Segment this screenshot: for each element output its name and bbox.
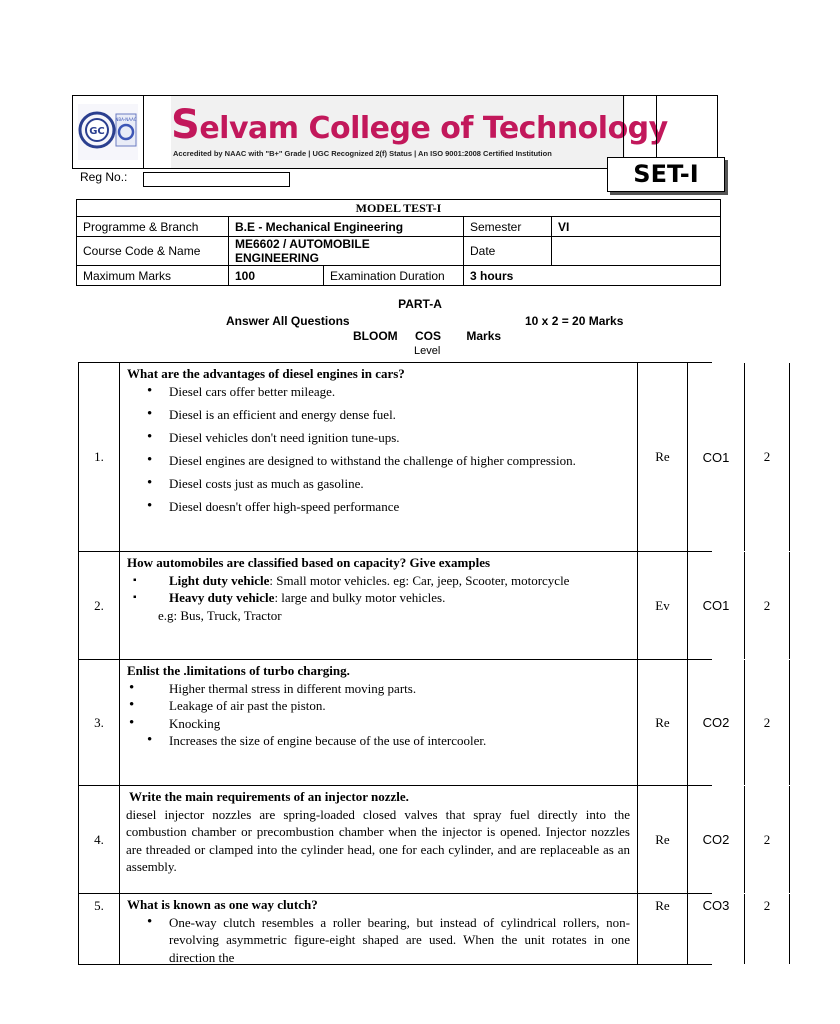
course-outcome: CO3 bbox=[688, 894, 745, 964]
reg-no-field[interactable] bbox=[143, 172, 290, 187]
question-marks: 2 bbox=[745, 363, 790, 551]
svg-text:GC: GC bbox=[89, 126, 105, 137]
question-row bbox=[79, 363, 771, 552]
course-outcome: CO2 bbox=[688, 660, 745, 785]
college-banner bbox=[171, 96, 668, 168]
question-content bbox=[120, 363, 638, 551]
bloom-level: Ev bbox=[638, 552, 688, 659]
answer-point: • Higher thermal stress in different moving parts. bbox=[129, 680, 630, 698]
question-number: 3. bbox=[79, 660, 120, 785]
college-logo-icon bbox=[78, 104, 138, 160]
answer-point: • One-way clutch resembles a roller bearing, but instead of cylindrical rollers, non-revolving asymmetric figure-eight shaped are used. When the unit rotates in one direction the bbox=[147, 914, 630, 967]
programme-value: B.E - Mechanical Engineering bbox=[229, 217, 464, 237]
question-text: What are the advantages of diesel engines in cars? bbox=[127, 366, 405, 381]
column-headers bbox=[353, 329, 501, 343]
course-outcome: CO1 bbox=[688, 552, 745, 659]
course-outcome: CO2 bbox=[688, 786, 745, 893]
answer-point: • Diesel vehicles don't need ignition tune-ups. bbox=[147, 429, 630, 446]
part-title: PART-A bbox=[398, 297, 442, 311]
duration-label: Examination Duration bbox=[324, 266, 464, 286]
programme-label: Programme & Branch bbox=[77, 217, 229, 237]
bloom-level: Re bbox=[638, 660, 688, 785]
col-bloom: BLOOM bbox=[353, 329, 398, 343]
bloom-level: Re bbox=[638, 786, 688, 893]
answer-list bbox=[127, 383, 630, 515]
instruction: Answer All Questions bbox=[226, 314, 350, 328]
question-marks: 2 bbox=[745, 552, 790, 659]
question-row bbox=[79, 786, 771, 894]
bloom-level: Re bbox=[638, 894, 688, 964]
test-title: MODEL TEST-I bbox=[77, 200, 721, 217]
date-value bbox=[552, 237, 721, 266]
answer-point: • Increases the size of engine because of the use of intercooler. bbox=[129, 732, 630, 750]
question-number: 2. bbox=[79, 552, 120, 659]
col-marks: Marks bbox=[466, 329, 502, 343]
question-content bbox=[120, 894, 638, 964]
questions-table bbox=[78, 362, 771, 965]
question-number: 4. bbox=[79, 786, 120, 893]
answer-list bbox=[127, 572, 630, 607]
col-level: Level bbox=[414, 345, 441, 357]
question-text: Enlist the .limitations of turbo charging. bbox=[127, 663, 350, 678]
bloom-level: Re bbox=[638, 363, 688, 551]
answer-point: • Diesel doesn't offer high-speed performance bbox=[147, 498, 630, 515]
question-text: Write the main requirements of an injector nozzle. bbox=[129, 789, 409, 804]
semester-value: VI bbox=[552, 217, 721, 237]
question-content bbox=[120, 552, 638, 659]
col-cos: COS bbox=[415, 329, 442, 343]
answer-point: • Diesel costs just as much as gasoline. bbox=[147, 475, 630, 492]
course-outcome: CO1 bbox=[688, 363, 745, 551]
answer-point: • Knocking bbox=[129, 715, 630, 733]
answer-point: ▪ Heavy duty vehicle: large and bulky motor vehicles. bbox=[133, 589, 630, 607]
answer-list bbox=[127, 914, 630, 967]
semester-label: Semester bbox=[464, 217, 552, 237]
question-text: What is known as one way clutch? bbox=[127, 897, 318, 912]
answer-point: • Diesel cars offer better mileage. bbox=[147, 383, 630, 400]
part-marks: 10 x 2 = 20 Marks bbox=[525, 314, 624, 328]
course-label: Course Code & Name bbox=[77, 237, 229, 266]
answer-text: diesel injector nozzles are spring-loaded closed valves that spray fuel directly into the combustion chamber or precombustion chamber when the injector is opened. Injector nozzles are threaded or clamped into the cylinder head, one for each cylinder, and are replaceable as an assembly. bbox=[126, 806, 630, 874]
answer-point: • Diesel engines are designed to withstand the challenge of higher compression. bbox=[147, 452, 630, 469]
reg-no-label: Reg No.: bbox=[80, 170, 128, 184]
accreditation-text: Accredited by NAAC with "B+" Grade | UGC Recognized 2(f) Status | An ISO 9001:2008 Certified Institution bbox=[173, 149, 552, 158]
max-marks-value: 100 bbox=[229, 266, 324, 286]
answer-list bbox=[127, 680, 630, 750]
logo-cell bbox=[73, 96, 144, 168]
question-row bbox=[79, 894, 771, 965]
svg-text:NBA-NAAC: NBA-NAAC bbox=[115, 117, 137, 122]
answer-point: • Diesel is an efficient and energy dense fuel. bbox=[147, 406, 630, 423]
answer-point: ▪ Light duty vehicle: Small motor vehicles. eg: Car, jeep, Scooter, motorcycle bbox=[133, 572, 630, 590]
exam-info-table bbox=[76, 199, 721, 286]
duration-value: 3 hours bbox=[464, 266, 721, 286]
question-number: 5. bbox=[79, 894, 120, 964]
question-marks: 2 bbox=[745, 660, 790, 785]
question-content bbox=[120, 786, 638, 893]
college-name: Selvam College of Technology bbox=[171, 102, 668, 148]
answer-point: • Leakage of air past the piston. bbox=[129, 697, 630, 715]
course-value: ME6602 / AUTOMOBILE ENGINEERING bbox=[229, 237, 464, 266]
date-label: Date bbox=[464, 237, 552, 266]
question-row bbox=[79, 660, 771, 786]
question-marks: 2 bbox=[745, 786, 790, 893]
max-marks-label: Maximum Marks bbox=[77, 266, 229, 286]
question-content bbox=[120, 660, 638, 785]
set-label: SET-I bbox=[607, 157, 725, 192]
question-row bbox=[79, 552, 771, 660]
question-marks: 2 bbox=[745, 894, 790, 964]
question-text: How automobiles are classified based on capacity? Give examples bbox=[127, 555, 491, 570]
answer-example: e.g: Bus, Truck, Tractor bbox=[158, 607, 282, 623]
question-number: 1. bbox=[79, 363, 120, 551]
